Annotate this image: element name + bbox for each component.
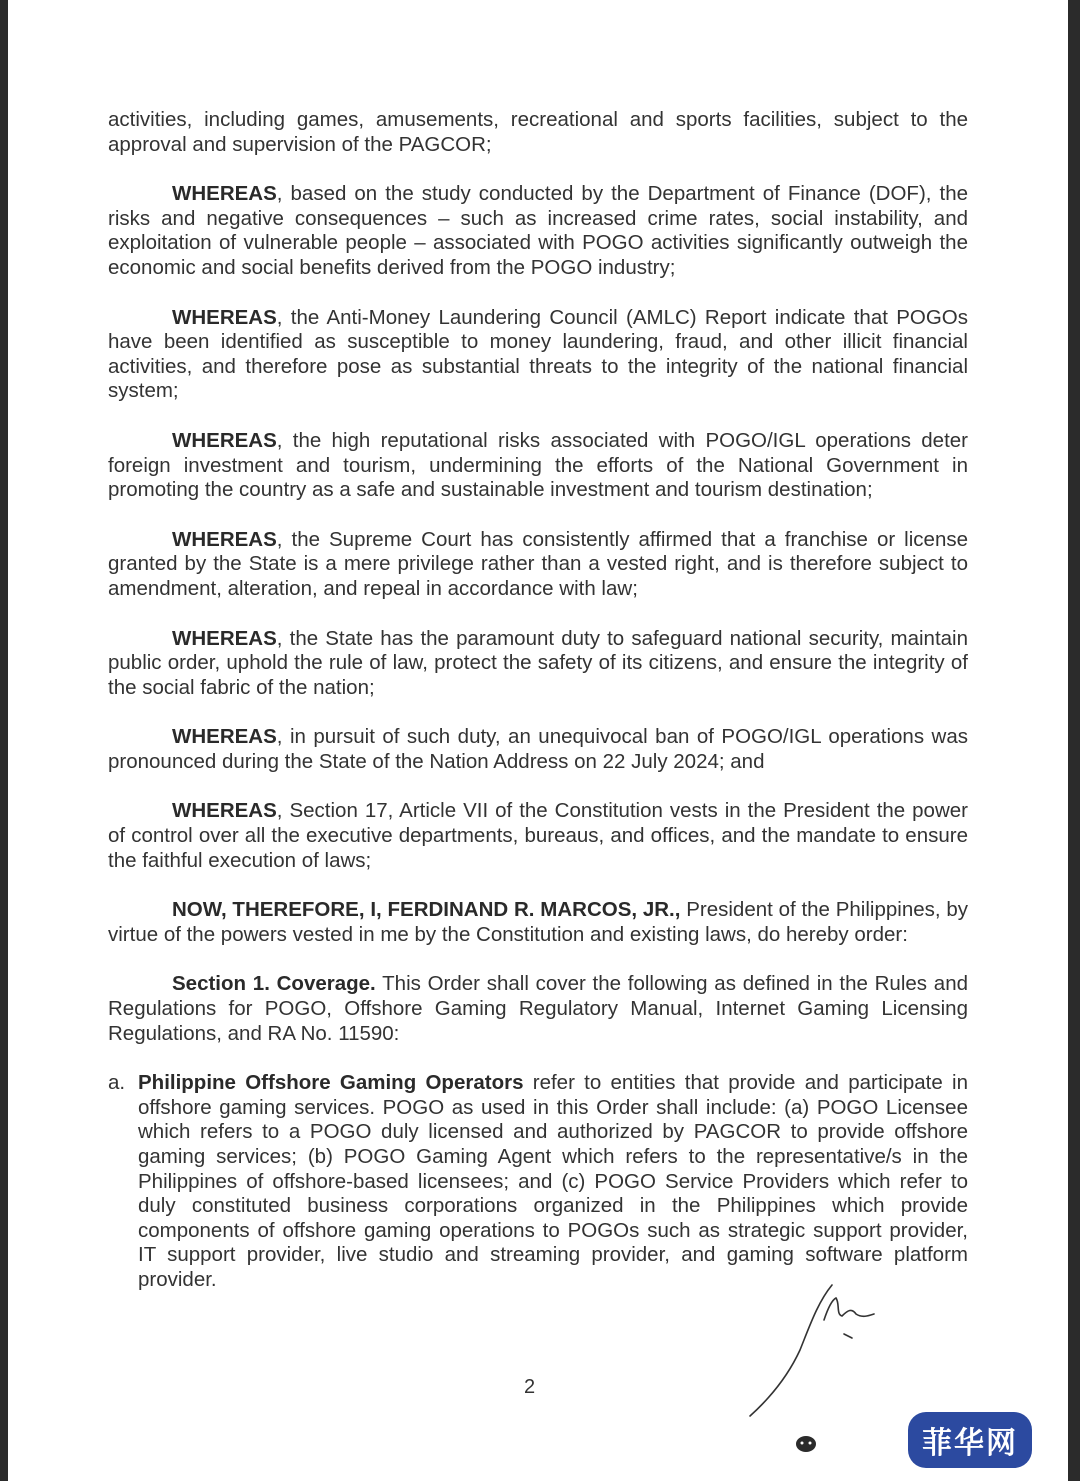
list-label: a. bbox=[108, 1071, 126, 1095]
now-therefore bbox=[108, 898, 968, 947]
paragraph-lead: NOW, THEREFORE, I, FERDINAND R. MARCOS, JR., bbox=[172, 898, 681, 922]
list-item-a bbox=[108, 1071, 968, 1292]
paragraph-lead: WHEREAS bbox=[172, 527, 277, 551]
whereas-sona bbox=[108, 725, 968, 774]
whereas-dof bbox=[108, 182, 968, 280]
paragraph-text: activities, including games, amusements, recreational and sports facilities, subject to the approval and supervision of the PAGCOR; bbox=[108, 108, 968, 156]
section-heading: Section 1. Coverage. bbox=[172, 972, 376, 996]
paragraph-text: , the Supreme Court has consistently affirmed that a franchise or license granted by the State is a mere privilege rather than a vested right, and is therefore subject to amendment, alteration, and repeal in accordance with law; bbox=[108, 527, 968, 600]
paragraph-lead: WHEREAS bbox=[172, 725, 277, 749]
whereas-amlc bbox=[108, 306, 968, 404]
paragraph-text: , the State has the paramount duty to safeguard national security, maintain public order, uphold the rule of law, protect the safety of its citizens, and ensure the integrity of the social fabric of the nation; bbox=[108, 626, 968, 699]
paragraph-lead: WHEREAS bbox=[172, 305, 277, 329]
paragraph-lead: WHEREAS bbox=[172, 428, 277, 452]
paragraph-1 bbox=[108, 108, 968, 157]
paragraph-lead: WHEREAS bbox=[172, 626, 277, 650]
whereas-constitution bbox=[108, 799, 968, 873]
list-body bbox=[138, 1071, 968, 1292]
paragraph-text: This Order shall cover the following as defined in the Rules and Regulations for POGO, Offshore Gaming Regulatory Manual, Internet Gaming Licensing Regulations, and RA No. 11590: bbox=[108, 972, 968, 1045]
wechat-icon bbox=[780, 1423, 820, 1457]
site-logo: 菲华网 bbox=[908, 1412, 1032, 1468]
whereas-reputational bbox=[108, 429, 968, 503]
paragraph-text: , in pursuit of such duty, an unequivocal ban of POGO/IGL operations was pronounced during the State of the Nation Address on 22 July 2024; and bbox=[108, 725, 968, 773]
whereas-state-duty bbox=[108, 627, 968, 701]
paragraph-text: President of the Philippines, by virtue of the powers vested in me by the Constitution and existing laws, do hereby order: bbox=[108, 898, 968, 946]
paragraph-lead: WHEREAS bbox=[172, 799, 277, 823]
section-1-coverage bbox=[108, 972, 968, 1046]
paragraph-text: , Section 17, Article VII of the Constitution vests in the President the power of control over all the executive departments, bureaus, and offices, and the mandate to ensure the faithful execution of laws; bbox=[108, 799, 968, 872]
paragraph-text: , based on the study conducted by the Department of Finance (DOF), the risks and negative consequences – such as increased crime rates, social instability, and exploitation of vulnerable people – associated with POGO activities significantly outweigh the economic and social benefits derived from the POGO industry; bbox=[108, 182, 968, 279]
signature bbox=[740, 1280, 890, 1420]
whereas-supreme-court bbox=[108, 528, 968, 602]
document-body bbox=[108, 108, 968, 1293]
page-number: 2 bbox=[524, 1376, 536, 1398]
paragraph-lead: WHEREAS bbox=[172, 182, 277, 206]
paragraph-text: , the high reputational risks associated with POGO/IGL operations deter foreign investment and tourism, undermining the efforts of the National Government in promoting the country as a safe and sustainable investment and tourism destination; bbox=[108, 428, 968, 502]
list-text: refer to entities that provide and participate in offshore gaming services. POGO as used in this Order shall include: (a) POGO Licensee which refers to a POGO duly licensed and authorized by PAGCOR to provide offshore gaming services; (b) POGO Gaming Agent which refers to the representative/s in the Philippines of offshore-based licensees; and (c) POGO Service Providers which refer to duly constituted business corporations organized in the Philippines which provide components of offshore gaming operations to POGOs such as strategic support provider, IT support provider, live studio and streaming provider, and gaming software platform provider. bbox=[138, 1071, 968, 1291]
paragraph-text: , the Anti-Money Laundering Council (AMLC) Report indicate that POGOs have been identified as susceptible to money laundering, fraud, and other illicit financial activities, and therefore pose as substantial threats to the integrity of the national financial system; bbox=[108, 305, 968, 403]
watermark bbox=[780, 1412, 1032, 1468]
list-lead: Philippine Offshore Gaming Operators bbox=[138, 1071, 524, 1095]
wechat-label: 公众号 bbox=[828, 1429, 895, 1455]
